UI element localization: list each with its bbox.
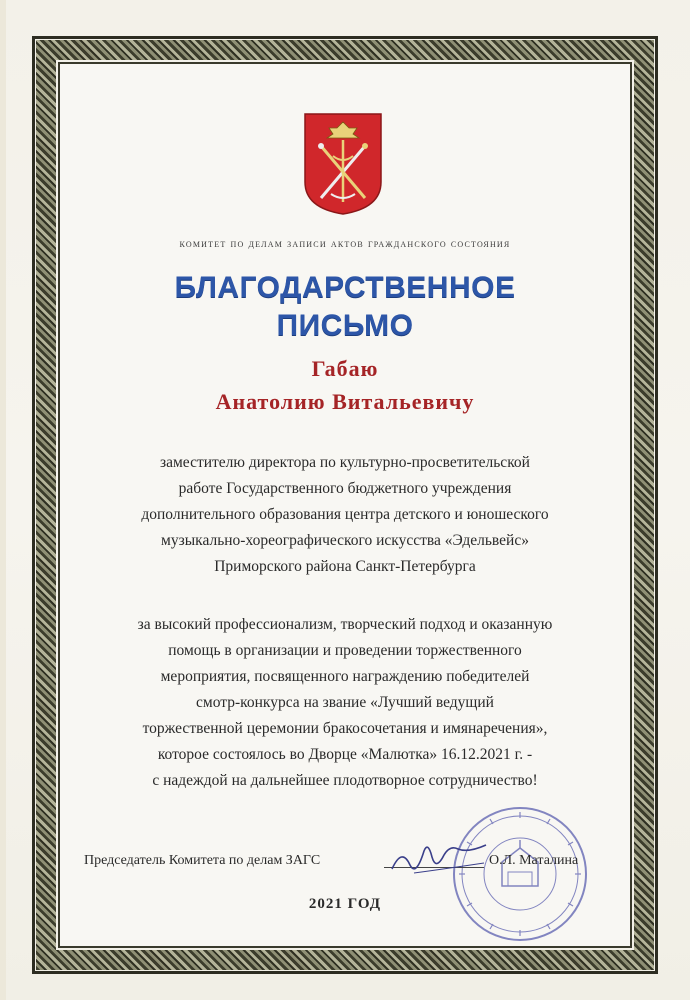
signatory-name: О.Л. Маталина — [489, 853, 579, 868]
signature-block — [84, 845, 614, 875]
position-line: работе Государственного бюджетного учреждения — [178, 480, 512, 497]
position-line: заместителю директора по культурно-просветительской — [160, 454, 530, 471]
reason-line: смотр-конкурса на звание «Лучший ведущий — [196, 694, 494, 711]
certificate-content — [60, 64, 630, 946]
reason-line: мероприятия, посвященного награждению победителей — [160, 668, 530, 685]
reason-line: которое состоялось во Дворце «Малютка» 16.12.2021 г. - — [157, 746, 533, 763]
reason-line: с надеждой на дальнейшее плодотворное сотрудничество! — [152, 772, 538, 789]
coat-of-arms-icon — [303, 112, 383, 216]
handwritten-signature-icon — [384, 839, 494, 879]
document-year: 2021 ГОД — [308, 896, 382, 912]
reason-line: торжественной церемонии бракосочетания и имянаречения», — [142, 720, 548, 737]
reason-line: помощь в организации и проведении торжественного — [168, 642, 522, 659]
title-line-1: БЛАГОДАРСТВЕННОЕ — [174, 271, 516, 304]
committee-name: комитет по делам записи актов гражданского состояния — [179, 238, 511, 250]
position-line: Приморского района Санкт-Петербурга — [214, 558, 476, 575]
signatory-title: Председатель Комитета по делам ЗАГС — [84, 853, 321, 868]
recipient-position — [80, 450, 610, 580]
title-line-2: ПИСЬМО — [276, 309, 414, 342]
recipient-surname: Габаю — [311, 356, 379, 381]
gratitude-reason — [80, 612, 610, 794]
position-line: музыкально-хореографического искусства «Эдельвейс» — [161, 532, 529, 549]
position-line: дополнительного образования центра детского и юношеского — [141, 506, 549, 523]
recipient-given-name: Анатолию Витальевичу — [215, 389, 475, 414]
reason-line: за высокий профессионализм, творческий подход и оказанную — [137, 616, 553, 633]
